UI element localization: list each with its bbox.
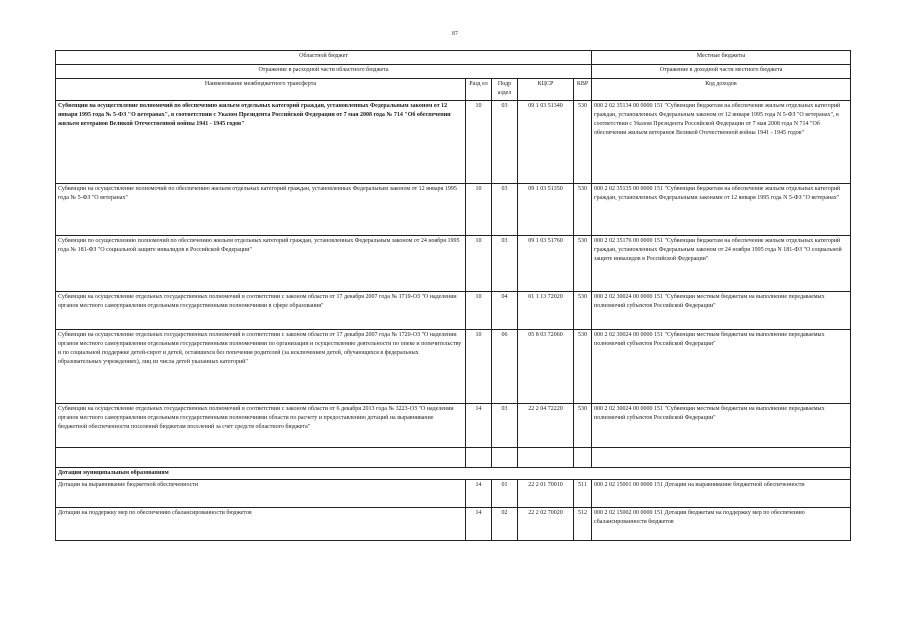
section-title: Дотации муниципальным образованиям (56, 467, 851, 479)
kvr-cell: 530 (574, 291, 592, 329)
section-heading-row (56, 467, 851, 479)
table-row (56, 183, 851, 235)
table-row (56, 329, 851, 403)
table-row (56, 235, 851, 291)
col-name-header: Наименование межбюджетного трансферта (56, 79, 466, 101)
empty-row (56, 447, 851, 467)
kcsr-cell: 22 2 04 72220 (518, 403, 574, 447)
income-code-cell: 000 2 02 30024 00 0000 151 "Субвенции местным бюджетам на выполнение передаваемых полномочий субъектов Российской Федерации" (592, 403, 851, 447)
page-number: 87 (452, 31, 458, 37)
col-income-code-header: Код доходов (592, 79, 851, 101)
header-local-budgets: Местные бюджеты (592, 51, 851, 65)
kvr-cell: 530 (574, 183, 592, 235)
kcsr-cell: 09 1 03 51350 (518, 183, 574, 235)
transfer-name: Дотации на поддержку мер по обеспечению сбалансированности бюджетов (56, 507, 466, 540)
podrazdel-cell: 02 (492, 507, 518, 540)
razdel-cell: 14 (466, 403, 492, 447)
income-code-cell: 000 2 02 15001 00 0000 151 Дотации на выравнивание бюджетной обеспеченности (592, 479, 851, 507)
header-income-reflection: Отражение в доходной части местного бюджета (592, 65, 851, 79)
transfer-name: Субвенции на осуществление полномочий по обеспечению жильем отдельных категорий граждан, установленных Федеральным законом от 12 января 1995 года № 5-ФЗ "О ветеранах", в соответствии с Указом Президента Российской Федерации от 7 мая 2008 года № 714 "Об обеспечении жильем ветеранов Великой Отечественной войны 1941 - 1945 годов" (56, 100, 466, 183)
kvr-cell: 512 (574, 507, 592, 540)
podrazdel-cell: 06 (492, 329, 518, 403)
income-code-cell: 000 2 02 15002 00 0000 151 Дотации бюджетам на поддержку мер по обеспечению сбалансированности бюджетов (592, 507, 851, 540)
kvr-cell: 530 (574, 235, 592, 291)
table-row (56, 403, 851, 447)
header-regional-budget: Областной бюджет (56, 51, 592, 65)
transfers-table (55, 50, 851, 541)
reflection-header-row (56, 65, 851, 79)
income-code-cell: 000 2 02 30024 00 0000 151 "Субвенции местным бюджетам на выполнение передаваемых полномочий субъектов Российской Федерации" (592, 291, 851, 329)
kvr-cell: 511 (574, 479, 592, 507)
kcsr-cell: 22 2 02 70020 (518, 507, 574, 540)
kvr-cell: 530 (574, 100, 592, 183)
razdel-cell: 10 (466, 291, 492, 329)
income-code-cell: 000 2 02 30024 00 0000 151 "Субвенции местным бюджетам на выполнение передаваемых полномочий субъектов Российской Федерации" (592, 329, 851, 403)
razdel-cell: 10 (466, 100, 492, 183)
table-row (56, 507, 851, 540)
razdel-cell: 10 (466, 183, 492, 235)
razdel-cell: 10 (466, 329, 492, 403)
kcsr-cell: 09 1 03 51340 (518, 100, 574, 183)
col-razdel-header: Разд ел (466, 79, 492, 101)
podrazdel-cell: 04 (492, 291, 518, 329)
razdel-cell: 10 (466, 235, 492, 291)
income-code-cell: 000 2 02 35135 00 0000 151 "Субвенции бюджетам на обеспечение жильем отдельных категорий граждан, установленных Федеральными законами от 12 января 1995 года N 5-ФЗ "О ветеранах" (592, 183, 851, 235)
header-expense-reflection: Отражение в расходной части областного бюджета (56, 65, 592, 79)
transfer-name: Субвенции по осуществлению полномочий по обеспечению жильем отдельных категорий граждан, установленных Федеральным законом от 24 ноября 1995 года № 181-ФЗ "О социальной защите инвалидов в Российской Федерации" (56, 235, 466, 291)
transfer-name: Субвенции на осуществление отдельных государственных полномочий в соответствии с законом области от 17 декабря 2007 года № 1719-ОЗ "О наделении органов местного самоуправления отдельными государственными полномочиями в сфере образования" (56, 291, 466, 329)
col-kcsr-header: КЦСР (518, 79, 574, 101)
income-code-cell: 000 2 02 35134 00 0000 151 "Субвенции бюджетам на обеспечение жильем отдельных категорий граждан, установленных Федеральным законом от 12 января 1995 года N 5-ФЗ "О ветеранах", в соответствии с Указом Президента Российской Федерации от 7 мая 2008 года N 714 "Об обеспечении жильем ветеранов Великой Отечественной войны 1941 - 1945 годов" (592, 100, 851, 183)
budget-header-row (56, 51, 851, 65)
razdel-cell: 14 (466, 479, 492, 507)
col-kvr-header: КВР (574, 79, 592, 101)
income-code-cell: 000 2 02 35176 00 0000 151 "Субвенции бюджетам на обеспечение жильем отдельных категорий граждан, установленных Федеральным законом от 24 ноября 1995 года N 181-ФЗ "О социальной защите инвалидов в Российской Федерации" (592, 235, 851, 291)
podrazdel-cell: 01 (492, 479, 518, 507)
podrazdel-cell: 03 (492, 100, 518, 183)
kcsr-cell: 01 1 13 72020 (518, 291, 574, 329)
column-header-row (56, 79, 851, 101)
table-row (56, 291, 851, 329)
col-podrazdel-header: Подр аздел (492, 79, 518, 101)
kvr-cell: 530 (574, 403, 592, 447)
podrazdel-cell: 03 (492, 183, 518, 235)
kcsr-cell: 09 1 03 51760 (518, 235, 574, 291)
transfer-name: Субвенции на осуществление отдельных государственных полномочий в соответствии с законом области от 17 декабря 2007 года № 1720-ОЗ "О наделении органов местного самоуправления отдельными государственными полномочиями по организации и осуществлению деятельности по опеке и попечительству и по социальной поддержке детей-сирот и детей, оставшихся без попечения родителей (за исключением детей, обучающихся в федеральных образовательных учреждениях), лиц из числа детей указанных категорий" (56, 329, 466, 403)
kvr-cell: 530 (574, 329, 592, 403)
kcsr-cell: 22 2 01 70010 (518, 479, 574, 507)
table-row (56, 479, 851, 507)
razdel-cell: 14 (466, 507, 492, 540)
transfer-name: Субвенции на осуществление полномочий по обеспечению жильем отдельных категорий граждан, установленных Федеральным законом от 12 января 1995 года № 5-ФЗ "О ветеранах" (56, 183, 466, 235)
podrazdel-cell: 03 (492, 403, 518, 447)
transfer-name: Дотации на выравнивание бюджетной обеспеченности (56, 479, 466, 507)
podrazdel-cell: 03 (492, 235, 518, 291)
table-row (56, 100, 851, 183)
kcsr-cell: 05 8 03 72060 (518, 329, 574, 403)
transfer-name: Субвенции на осуществление отдельных государственных полномочий в соответствии с законом области от 6 декабря 2013 года № 3223-ОЗ "О наделении органов местного самоуправления отдельными государственными полномочиями области по расчету и предоставлению дотаций на выравнивание бюджетной обеспеченности поселений бюджетам поселений за счет средств областного бюджета" (56, 403, 466, 447)
